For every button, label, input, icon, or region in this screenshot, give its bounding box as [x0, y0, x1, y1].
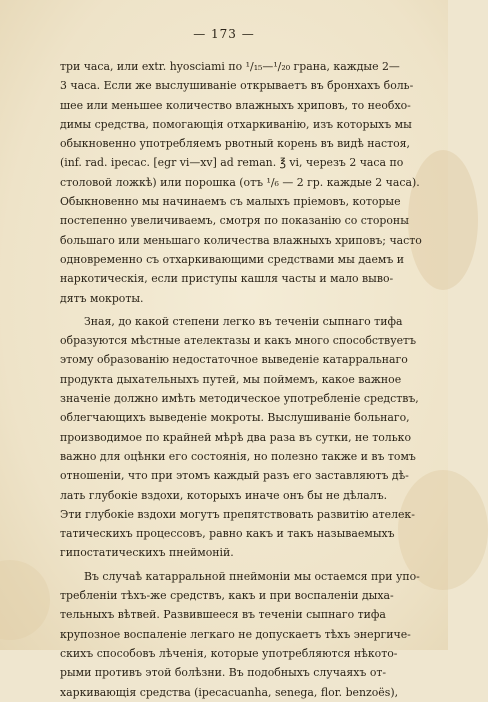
text-line: постепенно увеличиваемъ, смотря по показанію со стороны: [60, 214, 409, 228]
text-line: шее или меньшее количество влажныхъ хриповъ, то необхо-: [60, 98, 411, 112]
text-line: производимое по крайней мѣрѣ два раза въ сутки, не только: [60, 430, 411, 444]
text-line: Зная, до какой степени легко въ теченіи сыпнаго тифа: [84, 314, 403, 328]
text-line: Въ случаѣ катарральной пнеймоніи мы остаемся при упо-: [84, 569, 420, 583]
paragraph: [60, 312, 419, 563]
text-line: требленіи тѣхъ-же средствъ, какъ и при воспаленіи дыха-: [60, 589, 394, 603]
paragraph: [60, 567, 420, 702]
text-line: значеніе должно имѣть методическое употребленіе средствъ,: [60, 392, 419, 406]
text-line: гипостатическихъ пнеймоній.: [60, 546, 234, 560]
text-line: отношеніи, что при этомъ каждый разъ его заставляютъ дѣ-: [60, 469, 409, 483]
text-line: Обыкновенно мы начинаемъ съ малыхъ пріемовъ, которые: [60, 195, 401, 209]
text-line: скихъ способовъ лѣченія, которые употребляются нѣкото-: [60, 646, 398, 660]
text-line: облегчающихъ выведеніе мокроты. Выслушиваніе больнаго,: [60, 411, 410, 425]
page-stain: [408, 150, 478, 290]
text-line: харкивающія средства (ipecacuanha, senega, flor. benzoës),: [60, 685, 399, 699]
text-line: наркотическія, если приступы кашля часты и мало выво-: [60, 272, 394, 286]
text-line: (inf. rad. ipecac. [egr vi—xv] ad reman. ℥ vi, черезъ 2 часа по: [60, 156, 404, 170]
text-line: образуются мѣстные ателектазы и какъ много способствуетъ: [60, 334, 416, 348]
text-line: этому образованію недостаточное выведеніе катарральнаго: [60, 353, 408, 367]
text-line: столовой ложкѣ) или порошка (отъ ¹/₆ — 2 гр. каждые 2 часа).: [60, 175, 420, 189]
body-text: [60, 57, 422, 702]
text-line: обыкновенно употребляемъ рвотный корень въ видѣ настоя,: [60, 137, 411, 151]
text-line: крупозное воспаленіе легкаго не допускаетъ тѣхъ энергиче-: [60, 627, 411, 641]
paragraph: [60, 57, 422, 308]
text-line: важно для оцѣнки его состоянія, но полезно также и въ томъ: [60, 449, 416, 463]
text-line: тельныхъ вѣтвей. Развившееся въ теченіи сыпнаго тифа: [60, 608, 386, 622]
text-line: три часа, или extr. hyosciami по ¹/₁₅—¹/₂₀ грана, каждые 2—: [60, 60, 400, 73]
text-line: 3 часа. Если же выслушиваніе открываетъ въ бронхахъ боль-: [60, 79, 414, 93]
text-line: димы средства, помогающія отхаркиванію, изъ которыхъ мы: [60, 117, 412, 131]
page-number-header: — 173 —: [193, 27, 255, 41]
text-line: большаго или меньшаго количества влажныхъ хриповъ; часто: [60, 233, 422, 247]
text-line: дятъ мокроты.: [60, 291, 144, 305]
text-line: Эти глубокіе вздохи могутъ препятствовать развитію ателек-: [60, 507, 415, 521]
page-stain: [0, 560, 50, 640]
text-line: одновременно съ отхаркивающими средствами мы даемъ и: [60, 252, 405, 266]
text-line: продукта дыхательныхъ путей, мы поймемъ, какое важное: [60, 372, 402, 386]
text-line: рыми противъ этой болѣзни. Въ подобныхъ случаяхъ от-: [60, 666, 387, 680]
text-line: татическихъ процессовъ, равно какъ и такъ называемыхъ: [60, 527, 395, 541]
text-line: лать глубокіе вздохи, которыхъ иначе онъ бы не дѣлалъ.: [60, 488, 388, 502]
